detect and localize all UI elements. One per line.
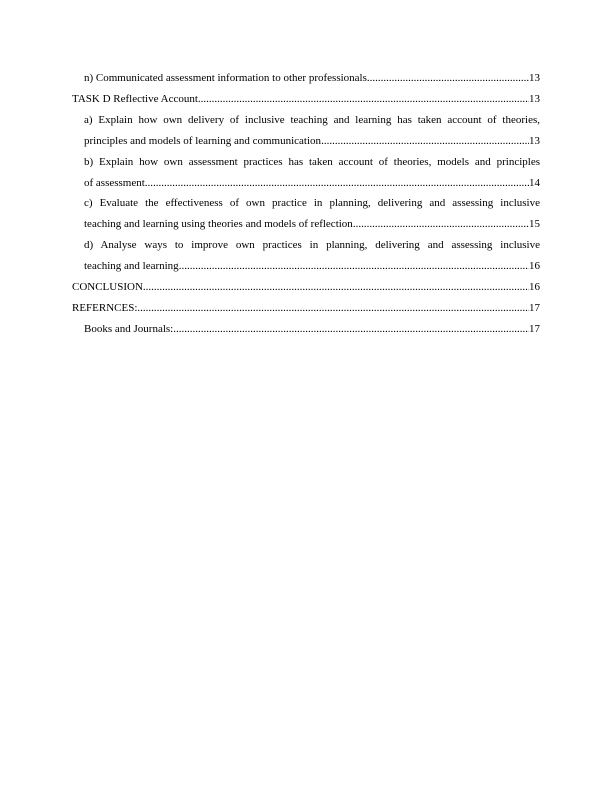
toc-page-number: 16 [529, 260, 540, 273]
toc-entry-c-evaluate-effectiveness[interactable] [72, 193, 540, 235]
toc-entry-text: TASK D Reflective Account [72, 92, 198, 105]
toc-entry-text-continued: principles and models of learning and communication [84, 134, 322, 147]
toc-entry-b-explain-assessment[interactable] [72, 152, 540, 194]
toc-leader-dots [145, 173, 529, 194]
toc-entry-text: a) Explain how own delivery of inclusive teaching and learning has taken account of theories, [84, 113, 540, 126]
toc-leader-dots [321, 131, 529, 152]
toc-entry-text: Books and Journals: [84, 322, 174, 335]
toc-entry-text: n) Communicated assessment information to other professionals [84, 72, 367, 84]
table-of-contents [72, 68, 540, 340]
toc-leader-dots [367, 68, 529, 89]
toc-entry-a-explain-delivery[interactable] [72, 110, 540, 152]
toc-entry-text-continued: teaching and learning using theories and models of reflection [84, 218, 353, 231]
toc-entry-text-continued: teaching and learning [84, 260, 179, 273]
toc-page-number: 14 [529, 176, 540, 189]
toc-entry-text: c) Evaluate the effectiveness of own practice in planning, delivering and assessing inclusive [84, 197, 540, 210]
toc-page-number: 13 [529, 134, 540, 147]
toc-entry-conclusion[interactable] [72, 277, 540, 298]
toc-entry-books-and-journals[interactable] [72, 319, 540, 340]
toc-page-number: 17 [529, 322, 540, 335]
toc-page-number: 13 [529, 92, 540, 105]
toc-leader-dots [143, 277, 529, 298]
toc-leader-dots [353, 214, 529, 235]
toc-entry-text-continued: of assessment [84, 176, 145, 189]
toc-entry-task-d[interactable] [72, 89, 540, 110]
toc-entry-text: CONCLUSION [72, 281, 143, 294]
toc-page-number: 13 [529, 72, 540, 84]
toc-entry-references[interactable] [72, 298, 540, 319]
toc-entry-n-communicated-assessment[interactable] [72, 68, 540, 89]
toc-leader-dots [173, 319, 529, 340]
toc-entry-d-analyse-ways[interactable] [72, 235, 540, 277]
toc-leader-dots [137, 298, 529, 319]
toc-entry-text: b) Explain how own assessment practices has taken account of theories, models and principles [84, 155, 540, 168]
toc-leader-dots [179, 256, 529, 277]
toc-page-number: 17 [529, 301, 540, 314]
toc-entry-text: d) Analyse ways to improve own practices in planning, delivering and assessing inclusive [84, 239, 540, 252]
toc-page-number: 15 [529, 218, 540, 231]
toc-leader-dots [198, 89, 529, 110]
toc-page-number: 16 [529, 281, 540, 294]
toc-entry-text: REFERNCES: [72, 301, 138, 314]
